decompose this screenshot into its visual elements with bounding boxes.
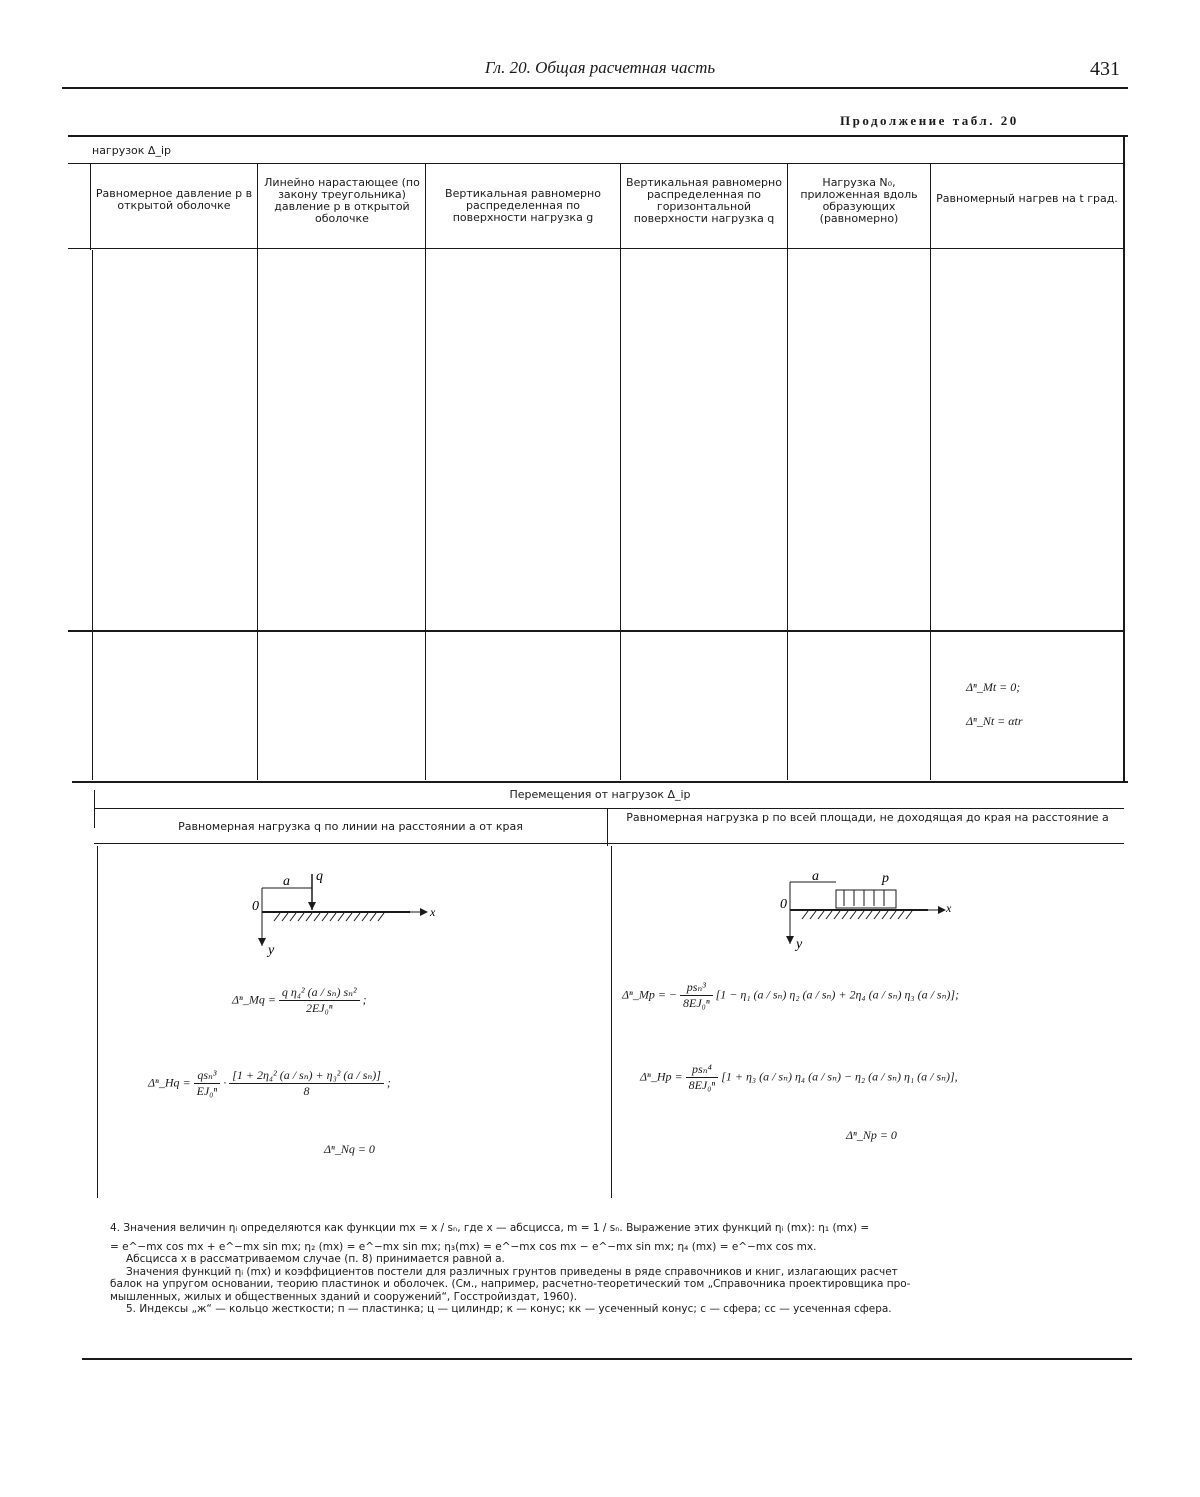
formula-mq-denominator: 2EJ₀ⁿ bbox=[305, 1001, 333, 1015]
note-4-line-5: балок на упругом основании, теорию пластинок и оболочек. (См., например, расчетно-теоретический том „Справочника проектировщика про- bbox=[110, 1278, 911, 1290]
formula-delta-hp bbox=[640, 1062, 958, 1093]
formula-hp-coef-numerator: psₙ⁴ bbox=[686, 1062, 719, 1078]
formula-hp-bracket: [1 + η₃ (a / sₙ) η₄ (a / sₙ) − η₂ (a / sₙ) η₁ (a / sₙ)], bbox=[721, 1069, 958, 1084]
formula-mp-bracket: [1 − η₁ (a / sₙ) η₂ (a / sₙ) + 2η₄ (a / sₙ) η₃ (a / sₙ)]; bbox=[715, 987, 960, 1002]
diagram-origin-label: 0 bbox=[252, 899, 259, 914]
formula-delta-mq: Δⁿ_Mq = $\frac{\text{q η₄² (a / sₙ) sₙ²}}{\text{2EJ₀ⁿ}}$ ; bbox=[232, 985, 367, 1015]
formula-hq-denominator: 8 bbox=[303, 1084, 310, 1098]
note-4-line-3: Абсцисса x в рассматриваемом случае (п. 8) принимается равной a. bbox=[126, 1253, 505, 1265]
formula-mp-coef-denominator: 8EJ₀ⁿ bbox=[683, 996, 710, 1010]
page-number: 431 bbox=[1090, 58, 1120, 80]
note-5: 5. Индексы „ж“ — кольцо жесткости; п — пластинка; ц — цилиндр; к — конус; кк — усеченный конус; с — сфера; сс — усеченная сфера. bbox=[126, 1303, 892, 1315]
displacements-title: Перемещения от нагрузок Δ_ip bbox=[509, 788, 691, 801]
note-4-line-1: 4. Значения величин ηᵢ определяются как функции mx = x / sₙ, где x — абсцисса, m = 1 / sₙ. Выражение этих функций ηᵢ (mx): η₁ (mx) = bbox=[110, 1222, 870, 1234]
group-label: нагрузок Δ_ip bbox=[92, 144, 171, 157]
upper-table-top-rule bbox=[68, 135, 1128, 137]
page-bottom-rule bbox=[82, 1358, 1132, 1360]
note-4-line-4: Значения функций ηᵢ (mx) и коэффициентов постели для различных грунтов приведены в ряде справочников и книг, излагающих расчет bbox=[126, 1265, 898, 1278]
note-4-line-6: мышленных, жилых и общественных зданий и сооружений“, Госстройиздат, 1960). bbox=[110, 1290, 578, 1303]
column-header-axial-load: Нагрузка N₀, приложенная вдоль образующих (равномерно) bbox=[800, 176, 918, 225]
formula-mp-lhs: Δⁿ_Mp = − bbox=[622, 987, 678, 1002]
column-header-vertical-surface-load: Вертикальная равномерно распределенная по поверхности нагрузка g bbox=[445, 187, 601, 224]
right-column-header: Равномерная нагрузка p по всей площади, не доходящая до края на расстояние a bbox=[626, 811, 1109, 824]
diagram-y-label-right: y bbox=[796, 937, 803, 952]
formula-hp-coef-denominator: 8EJ₀ⁿ bbox=[688, 1078, 716, 1092]
note-4-line-2: = e^−mx cos mx + e^−mx sin mx; η₂ (mx) = e^−mx sin mx; η₃(mx) = e^−mx cos mx − e^−mx sin mx; η₄ (mx) = e^−mx cos mx. bbox=[110, 1240, 817, 1253]
header-rule bbox=[62, 87, 1128, 89]
header-bottom-rule bbox=[68, 248, 1124, 249]
diagram-x-label: x bbox=[430, 905, 436, 919]
group-rule bbox=[68, 163, 1124, 164]
formula-delta-mt: Δⁿ_Mt = 0; bbox=[966, 680, 1021, 694]
formula-hq-coef-numerator: qsₙ³ bbox=[194, 1068, 221, 1084]
section-rule bbox=[68, 630, 1124, 632]
footnotes bbox=[110, 1222, 1130, 1316]
formula-delta-hq: Δⁿ_Hq = $\frac{\text{qsₙ³}}{\text{EJ₀ⁿ}}$ · $\frac{\text{[1 + 2η₄² (a / sₙ) + η₃² (a / sₙ)]}}{8}$ ; bbox=[148, 1068, 391, 1098]
formula-hp-lhs: Δⁿ_Hp = bbox=[640, 1069, 683, 1084]
continuation-label: Продолжение табл. 20 bbox=[840, 113, 1019, 128]
diagram-a-label-right: a bbox=[812, 869, 819, 884]
formula-mp-coef-numerator: psₙ³ bbox=[680, 980, 713, 996]
diagram-y-label: y bbox=[268, 943, 275, 958]
diagram-q-label: q bbox=[316, 869, 323, 884]
formula-delta-nq: Δⁿ_Nq = 0 bbox=[324, 1142, 375, 1156]
formula-delta-np: Δⁿ_Np = 0 bbox=[846, 1128, 897, 1142]
formula-hq-lhs: Δⁿ_Hq = bbox=[148, 1075, 191, 1090]
column-header-linear-pressure: Линейно нарастающее (по закону треугольника) давление p в открытой оболочке bbox=[264, 176, 420, 225]
diagram-a-label: a bbox=[283, 874, 290, 889]
upper-table-bottom-rule bbox=[72, 781, 1128, 783]
formula-mq-lhs: Δⁿ_Mq = bbox=[232, 992, 276, 1007]
area-load-diagram bbox=[778, 868, 958, 952]
diagram-origin-label-right: 0 bbox=[780, 897, 787, 912]
formula-hq-coef-denominator: EJ₀ⁿ bbox=[196, 1084, 218, 1098]
diagram-x-label-right: x bbox=[946, 901, 952, 915]
diagram-p-label: p bbox=[882, 871, 889, 886]
left-column-header: Равномерная нагрузка q по линии на расстоянии a от края bbox=[178, 820, 523, 833]
chapter-title: Гл. 20. Общая расчетная часть bbox=[484, 58, 716, 77]
formula-hq-numerator: [1 + 2η₄² (a / sₙ) + η₃² (a / sₙ)] bbox=[229, 1068, 384, 1084]
line-load-diagram bbox=[250, 866, 440, 958]
column-header-vertical-horizontal-load: Вертикальная равномерно распределенная по горизонтальной поверхности нагрузка q bbox=[626, 176, 782, 225]
column-header-uniform-pressure: Равномерное давление p в открытой оболочке bbox=[95, 187, 253, 212]
formula-mq-numerator: q η₄² (a / sₙ) sₙ² bbox=[279, 985, 360, 1001]
column-header-uniform-heating: Равномерный нагрев на t град. bbox=[936, 192, 1118, 205]
formula-delta-nt: Δⁿ_Nt = αtr bbox=[966, 714, 1023, 728]
formula-delta-mp bbox=[622, 980, 959, 1011]
